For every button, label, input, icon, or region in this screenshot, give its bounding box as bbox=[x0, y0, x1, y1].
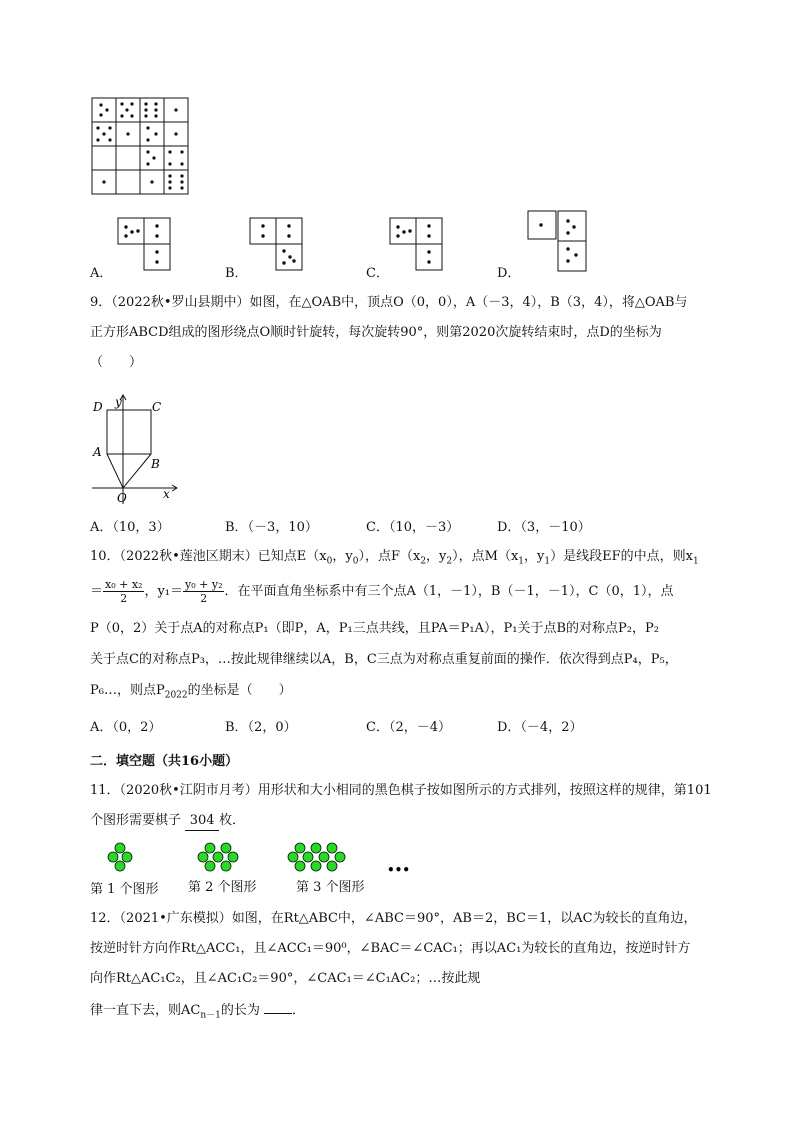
q9-label-x: x bbox=[163, 487, 170, 501]
q8-option-c-figure bbox=[390, 218, 442, 272]
q12-text-line3: 向作Rt△AC₁C₂，且∠AC₁C₂＝90°，∠CAC₁＝∠C₁AC₂；…按此规 bbox=[90, 971, 481, 986]
q11-figure-label-3: 第 3 个图形 bbox=[296, 880, 365, 895]
chess-piece-dot bbox=[295, 861, 305, 871]
chess-piece-dot bbox=[115, 861, 125, 871]
q8-option-d-figure bbox=[528, 211, 588, 273]
q11-answer-blank: 304 bbox=[185, 812, 219, 831]
q8-option-a-figure bbox=[118, 218, 170, 272]
chess-piece-dot bbox=[327, 843, 337, 853]
q12-text-line4: 律一直下去，则$AC_{n-1}$的长为 ． bbox=[90, 1003, 306, 1021]
q9-text-line3: （ ） bbox=[90, 355, 143, 370]
q11-figure-label-1: 第 1 个图形 bbox=[90, 882, 159, 897]
chess-piece-dot bbox=[311, 843, 321, 853]
q11-figure-label-2: 第 2 个图形 bbox=[188, 880, 257, 895]
chess-piece-dot bbox=[303, 852, 313, 862]
q10-option-d[interactable]: D．（－4，2） bbox=[497, 720, 583, 735]
q9-label-b: B bbox=[151, 457, 160, 471]
chess-piece-dot bbox=[335, 852, 345, 862]
chess-piece-dot bbox=[122, 852, 132, 862]
q8-option-d[interactable]: D． bbox=[497, 266, 521, 281]
chess-piece-dot bbox=[319, 852, 329, 862]
q9-label-o: O bbox=[117, 491, 127, 505]
q10-text-line5: P₆…，则点$P_{2022}$的坐标是（ ） bbox=[90, 683, 292, 701]
q9-label-a: A bbox=[93, 445, 102, 459]
q9-label-c: C bbox=[152, 400, 162, 414]
q11-text-line2: 个图形需要棋子 304 枚． bbox=[90, 812, 245, 831]
q9-rotation-figure bbox=[90, 394, 190, 506]
q10-fraction-x: $\frac{\text{x₀ + x₂}}{2}$ bbox=[105, 578, 143, 605]
q10-option-a[interactable]: A．（0，2） bbox=[90, 720, 162, 735]
chess-piece-dot bbox=[221, 843, 231, 853]
chess-piece-dot bbox=[213, 852, 223, 862]
q9-option-d[interactable]: D．（3，－10） bbox=[497, 520, 591, 535]
chess-piece-dot bbox=[221, 861, 231, 871]
q11-text-line1: 11．（2020秋•江阴市月考）用形状和大小相同的黑色棋子按如图所示的方式排列，按照这样的规律，第101 bbox=[90, 783, 712, 798]
dice-grid-figure bbox=[92, 98, 192, 196]
chess-piece-dot bbox=[311, 861, 321, 871]
q9-text-line2: 正方形ABCD组成的图形绕点O顺时针旋转，每次旋转90°，则第2020次旋转结束时，点D的坐标为 bbox=[90, 325, 662, 340]
q8-option-b-figure bbox=[250, 218, 302, 272]
q9-option-c[interactable]: C．（10，－3） bbox=[366, 520, 460, 535]
q9-label-d: D bbox=[93, 400, 103, 414]
chess-piece-dot bbox=[205, 861, 215, 871]
chess-piece-dot bbox=[198, 852, 208, 862]
q8-option-a[interactable]: A． bbox=[90, 266, 113, 281]
chess-piece-dot bbox=[288, 852, 298, 862]
q10-text-line1: 10．（2022秋•莲池区期末）已知点$E(x_0$，$y_0$），点$F(x_2$，$y_2$），点$M(x_1$，$y_1$）是线段EF的中点，则$x_1$ bbox=[90, 549, 699, 567]
q9-label-y: y bbox=[115, 395, 122, 409]
chess-piece-dot bbox=[228, 852, 238, 862]
chess-piece-dot bbox=[115, 843, 125, 853]
chess-piece-dot bbox=[295, 843, 305, 853]
chess-piece-dot bbox=[205, 843, 215, 853]
q8-option-c[interactable]: C． bbox=[366, 266, 389, 281]
q9-option-a[interactable]: A．（10，3） bbox=[90, 520, 170, 535]
q10-option-c[interactable]: C．（2，－4） bbox=[366, 720, 451, 735]
chess-piece-dot bbox=[108, 852, 118, 862]
q9-option-b[interactable]: B．（－3，10） bbox=[225, 520, 318, 535]
q9-text-line1: 9．（2022秋•罗山县期中）如图，在△OAB中，顶点O（0，0），A（－3，4），B（3，4），将△OAB与 bbox=[90, 295, 688, 310]
q10-text-line4: 关于点C的对称点P₃，…按此规律继续以A，B，C三点为对称点重复前面的操作．依次得到点P₄，P₅， bbox=[90, 652, 678, 667]
section-fill-in-blank-heading: 二．填空题（共16小题） bbox=[90, 754, 239, 769]
q11-ellipsis: ••• bbox=[387, 863, 411, 877]
q12-text-line2: 按逆时针方向作Rt△ACC₁，且∠ACC₁＝90⁰，∠BAC＝∠CAC₁；再以AC₁为较长的直角边，按逆时针方 bbox=[90, 941, 691, 956]
q10-fraction-y: $\frac{\text{y₀ + y₂}}{2}$ bbox=[185, 578, 223, 605]
q12-text-line1: 12．（2021•广东模拟）如图，在Rt△ABC中，∠ABC＝90°，AB＝2，BC＝1，以AC为较长的直角边， bbox=[90, 911, 697, 926]
q8-option-b[interactable]: B． bbox=[225, 266, 248, 281]
q11-dots-figure bbox=[100, 840, 420, 876]
q12-answer-blank bbox=[264, 1013, 292, 1014]
chess-piece-dot bbox=[327, 861, 337, 871]
q10-text-line3: P（0，2）关于点A的对称点P₁（即P，A，P₁三点共线，且PA＝P₁A），P₁关于点B的对称点P₂，P₂ bbox=[90, 621, 659, 636]
q10-text-line2: ＝ $\frac{\text{x₀ + x₂}}{2}$ ，y₁＝ $\frac{\text{y₀ + y₂}}{2}$ ．在平面直角坐标系中有三个点A（1，－1），B（－1，－1），C（0，1），点 bbox=[90, 578, 674, 605]
q10-option-b[interactable]: B．（2，0） bbox=[225, 720, 297, 735]
